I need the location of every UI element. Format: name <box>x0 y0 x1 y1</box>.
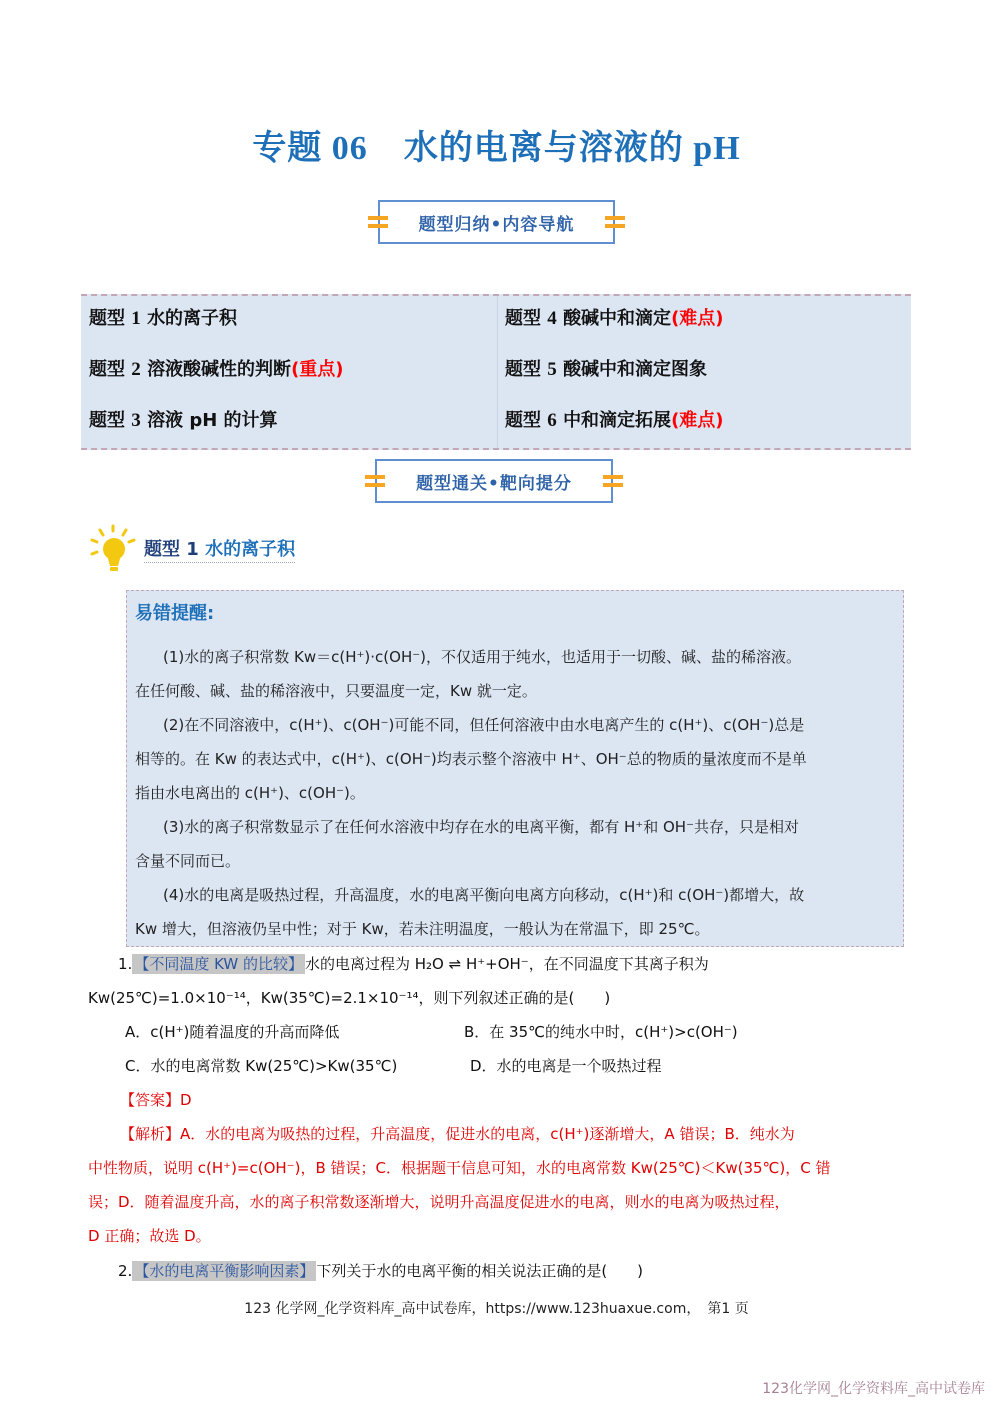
difficulty-tag: (难点) <box>671 308 724 329</box>
toc-item-1[interactable]: 题型 1 水的离子积 <box>89 308 238 329</box>
banner-label: 题型归纳•内容导航 <box>418 214 575 235</box>
analysis-line: 误；D．随着温度升高，水的离子积常数逐渐增大，说明升高温度促进水的电离，则水的电离为吸热过程， <box>88 1193 790 1211</box>
tip-line: (2)在不同溶液中，c(H⁺)、c(OH⁻)可能不同，但任何溶液中由水电离产生的 c(H⁺)、c(OH⁻)总是 <box>163 716 805 734</box>
tip-line: 含量不同而已。 <box>135 852 241 870</box>
tip-line: 指由水电离出的 c(H⁺)、c(OH⁻)。 <box>135 784 365 802</box>
answer: 【答案】D <box>120 1091 192 1109</box>
lightbulb-icon <box>88 524 138 574</box>
analysis-line: D 正确；故选 D。 <box>88 1227 211 1245</box>
toc-divider <box>497 296 498 448</box>
equals-decoration-icon <box>603 475 623 487</box>
toc-item-4[interactable]: 题型 4 酸碱中和滴定(难点) <box>505 308 724 329</box>
tip-line: 在任何酸、碱、盐的稀溶液中，只要温度一定，Kw 就一定。 <box>135 682 537 700</box>
tip-line: (4)水的电离是吸热过程，升高温度，水的电离平衡向电离方向移动，c(H⁺)和 c(OH⁻)都增大，故 <box>163 886 805 904</box>
question-tag: 【水的电离平衡影响因素】 <box>134 1262 315 1280</box>
banner-practice <box>375 459 613 503</box>
option-c[interactable]: C．水的电离常数 Kw(25℃)>Kw(35℃) <box>125 1057 398 1075</box>
toc-item-3[interactable]: 题型 3 溶液 pH 的计算 <box>89 410 278 431</box>
toc-item-5[interactable]: 题型 5 酸碱中和滴定图象 <box>505 359 708 380</box>
question-1-stem-cont: Kw(25℃)=1.0×10⁻¹⁴，Kw(35℃)=2.1×10⁻¹⁴，则下列叙述正确的是( ) <box>88 989 611 1007</box>
common-mistakes-box <box>126 590 904 947</box>
watermark: 123化学网_化学资料库_高中试卷库 <box>762 1381 985 1397</box>
analysis-line: 中性物质，说明 c(H⁺)=c(OH⁻)，B 错误；C．根据题干信息可知，水的电离常数 Kw(25℃)＜Kw(35℃)，C 错 <box>88 1159 831 1177</box>
question-number: 1. <box>118 955 133 973</box>
tip-line: Kw 增大，但溶液仍呈中性；对于 Kw，若未注明温度，一般认为在常温下，即 25℃。 <box>135 920 710 938</box>
equals-decoration-icon <box>365 475 385 487</box>
question-tag: 【不同温度 KW 的比较】 <box>134 955 303 973</box>
emphasis-tag: (重点) <box>291 359 344 380</box>
option-a[interactable]: A．c(H⁺)随着温度的升高而降低 <box>125 1023 340 1041</box>
title-main: 水的电离与溶液的 pH <box>403 130 741 167</box>
difficulty-tag: (难点) <box>671 410 724 431</box>
equals-decoration-icon <box>605 216 625 228</box>
equals-decoration-icon <box>368 216 388 228</box>
tip-line: 相等的。在 Kw 的表达式中，c(H⁺)、c(OH⁻)均表示整个溶液中 H⁺、OH⁻总的物质的量浓度而不是单 <box>135 750 807 768</box>
table-of-contents <box>81 294 911 450</box>
option-d[interactable]: D．水的电离是一个吸热过程 <box>470 1057 662 1075</box>
section-heading <box>88 524 295 574</box>
question-2-stem: 2. 【水的电离平衡影响因素】 下列关于水的电离平衡的相关说法正确的是( ) <box>118 1262 644 1280</box>
analysis-line: 【解析】A．水的电离为吸热的过程，升高温度，促进水的电离，c(H⁺)逐渐增大，A 错误；B．纯水为 <box>120 1125 795 1143</box>
banner-content-navigation <box>378 200 615 244</box>
toc-item-2[interactable]: 题型 2 溶液酸碱性的判断(重点) <box>89 359 344 380</box>
tip-title: 易错提醒: <box>135 603 215 624</box>
page-footer: 123 化学网_化学资料库_高中试卷库，https://www.123huaxue.com， 第1 页 <box>244 1301 749 1317</box>
question-number: 2. <box>118 1262 133 1280</box>
toc-item-6[interactable]: 题型 6 中和滴定拓展(难点) <box>505 410 724 431</box>
option-b[interactable]: B．在 35℃的纯水中时，c(H⁺)>c(OH⁻) <box>464 1023 738 1041</box>
page-title <box>0 120 993 169</box>
banner-label: 题型通关•靶向提分 <box>416 473 572 494</box>
tip-line: (1)水的离子积常数 Kw＝c(H⁺)·c(OH⁻)，不仅适用于纯水，也适用于一切酸、碱、盐的稀溶液。 <box>163 648 801 666</box>
question-1-stem: 1. 【不同温度 KW 的比较】 水的电离过程为 H₂O ⇌ H⁺+OH⁻，在不同温度下其离子积为 <box>118 955 709 973</box>
tip-line: (3)水的离子积常数显示了在任何水溶液中均存在水的电离平衡，都有 H⁺和 OH⁻共存，只是相对 <box>163 818 799 836</box>
title-prefix: 专题 06 <box>252 130 368 167</box>
section-title: 题型 1 水的离子积 <box>144 535 295 563</box>
